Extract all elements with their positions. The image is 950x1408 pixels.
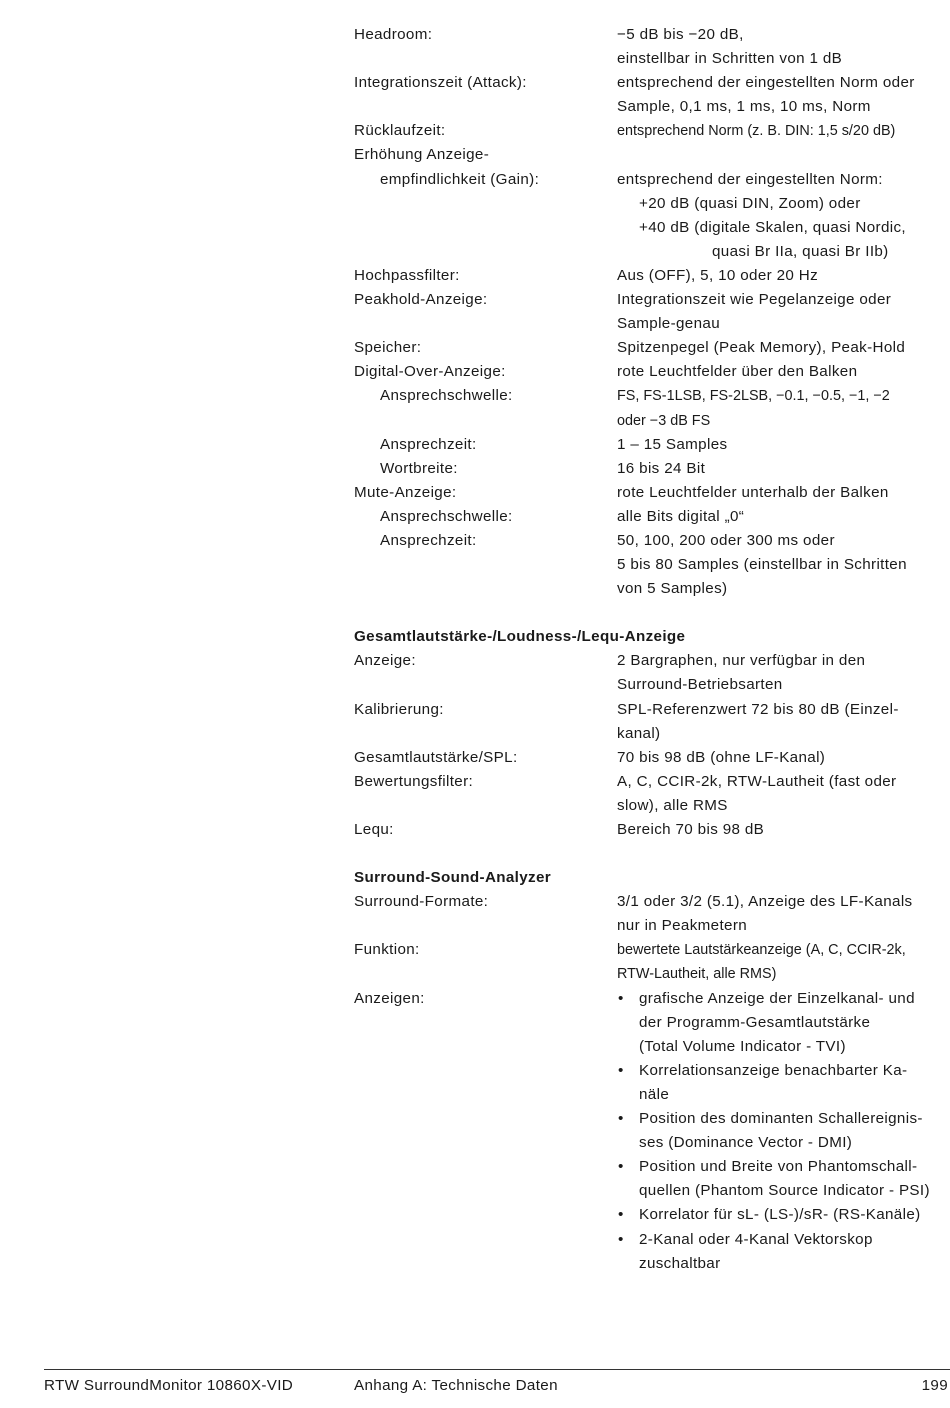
- spec-row: [354, 649, 950, 697]
- spec-row: [354, 264, 950, 288]
- spec-row: [354, 433, 950, 457]
- bullet-line: Korrelationsanzeige benachbarter Ka-: [639, 1061, 908, 1079]
- spec-value: [617, 119, 950, 143]
- spec-value-line: bewertete Lautstärkeanzeige (A, C, CCIR-2k,: [617, 942, 906, 959]
- bullet-line: Korrelator für sL- (LS-)/sR- (RS-Kanäle): [639, 1206, 921, 1224]
- spec-value: [617, 384, 950, 432]
- spec-value: [617, 987, 950, 1276]
- spec-row: [354, 288, 950, 336]
- spec-label: Anzeige:: [354, 652, 416, 670]
- spec-value-line: Sample, 0,1 ms, 1 ms, 10 ms, Norm: [617, 98, 871, 116]
- bullet-item: [617, 1059, 950, 1107]
- spec-value-line: slow), alle RMS: [617, 796, 728, 814]
- spec-label: Erhöhung Anzeige-: [354, 146, 490, 164]
- spec-label: Ansprechzeit:: [380, 531, 477, 549]
- spec-value: [617, 143, 950, 167]
- spec-value-line: von 5 Samples): [617, 580, 728, 598]
- spec-value: [617, 698, 950, 746]
- spec-label: Peakhold-Anzeige:: [354, 291, 488, 309]
- spec-value: [617, 360, 950, 384]
- spec-value-line: entsprechend der eingestellten Norm oder: [617, 74, 915, 92]
- spec-value-line: +40 dB (digitale Skalen, quasi Nordic,: [639, 218, 906, 236]
- spec-label: Digital-Over-Anzeige:: [354, 363, 506, 381]
- spec-row: [354, 529, 950, 601]
- spec-row: [354, 119, 950, 143]
- spec-value-line: 16 bis 24 Bit: [617, 459, 706, 477]
- bullet-icon: •: [618, 1158, 624, 1176]
- spec-value-line: rote Leuchtfelder über den Balken: [617, 363, 858, 381]
- spec-value-line: kanal): [617, 724, 661, 742]
- spec-row: [354, 770, 950, 818]
- spec-label: Kalibrierung:: [354, 700, 444, 718]
- spec-row: [354, 23, 950, 71]
- spec-value: [617, 288, 950, 336]
- spec-table-loudness: [354, 649, 950, 842]
- spec-value: [617, 529, 950, 601]
- spec-row: [354, 698, 950, 746]
- spec-value-line: Aus (OFF), 5, 10 oder 20 Hz: [617, 266, 819, 284]
- spec-label: Integrationszeit (Attack):: [354, 74, 527, 92]
- bullet-line: der Programm-Gesamtlautstärke: [639, 1013, 871, 1031]
- spec-label: Ansprechschwelle:: [380, 507, 513, 525]
- bullet-line: näle: [639, 1085, 670, 1103]
- spec-value-line: RTW-Lautheit, alle RMS): [617, 966, 777, 983]
- spec-row: [354, 384, 950, 432]
- spec-row: [354, 336, 950, 360]
- bullet-line: ses (Dominance Vector - DMI): [639, 1134, 853, 1152]
- spec-value-line: FS, FS-1LSB, FS-2LSB, −0.1, −0.5, −1, −2: [617, 388, 890, 405]
- spec-row: [354, 746, 950, 770]
- spec-value-line: entsprechend der eingestellten Norm:: [617, 170, 883, 188]
- footer-chapter: Anhang A: Technische Daten: [354, 1377, 558, 1394]
- spec-label: Lequ:: [354, 821, 394, 838]
- footer-product: RTW SurroundMonitor 10860X-VID: [44, 1377, 294, 1394]
- spec-row: [354, 938, 950, 986]
- spec-value-line: −5 dB bis −20 dB,: [617, 26, 744, 43]
- bullet-line: 2-Kanal oder 4-Kanal Vektorskop: [639, 1230, 873, 1248]
- section-heading-surround-analyzer: Surround-Sound-Analyzer: [354, 869, 552, 887]
- spec-label: Hochpassfilter:: [354, 266, 460, 284]
- spec-label: Surround-Formate:: [354, 893, 489, 911]
- spec-value-line: SPL-Referenzwert 72 bis 80 dB (Einzel-: [617, 700, 899, 718]
- bullet-item: [617, 1228, 950, 1276]
- spec-value: [617, 890, 950, 938]
- spec-label: Funktion:: [354, 941, 420, 959]
- spec-value-line: A, C, CCIR-2k, RTW-Lautheit (fast oder: [617, 772, 897, 790]
- bullet-line: (Total Volume Indicator - TVI): [639, 1037, 846, 1055]
- spec-value: [617, 505, 950, 529]
- spec-value: [617, 746, 950, 770]
- spec-value: [617, 818, 950, 842]
- bullet-item: [617, 1203, 950, 1227]
- bullet-icon: •: [618, 1061, 624, 1079]
- spec-value-line: Surround-Betriebsarten: [617, 676, 783, 694]
- spec-value-line: Integrationszeit wie Pegelanzeige oder: [617, 291, 892, 309]
- spec-value: [617, 264, 950, 288]
- spec-row-anzeigen: [354, 987, 950, 1276]
- spec-value-line: oder −3 dB FS: [617, 412, 711, 429]
- spec-value: [617, 649, 950, 697]
- spec-value: [617, 433, 950, 457]
- spec-row: [354, 457, 950, 481]
- spec-row: [354, 168, 950, 264]
- spec-value-line: 1 – 15 Samples: [617, 435, 728, 453]
- spec-label: Mute-Anzeige:: [354, 483, 457, 501]
- spec-value: [617, 770, 950, 818]
- bullet-item: [617, 1107, 950, 1155]
- footer-rule: [44, 1369, 950, 1370]
- bullet-line: zuschaltbar: [639, 1254, 721, 1272]
- spec-value: [617, 481, 950, 505]
- bullet-icon: •: [618, 1110, 624, 1128]
- spec-value-line: 50, 100, 200 oder 300 ms oder: [617, 531, 835, 549]
- spec-label: Wortbreite:: [380, 459, 458, 477]
- spec-row: [354, 505, 950, 529]
- spec-value-line: +20 dB (quasi DIN, Zoom) oder: [639, 194, 861, 212]
- spec-label: Bewertungsfilter:: [354, 772, 474, 790]
- bullet-line: quellen (Phantom Source Indicator - PSI): [639, 1182, 930, 1200]
- spec-value-line: quasi Br IIa, quasi Br IIb): [712, 242, 889, 260]
- spec-row: [354, 143, 950, 167]
- spec-row: [354, 890, 950, 938]
- spec-label: Speicher:: [354, 339, 422, 357]
- spec-row: [354, 71, 950, 119]
- spec-label: Ansprechschwelle:: [380, 387, 513, 405]
- spec-label: Rücklaufzeit:: [354, 122, 446, 140]
- spec-value: [617, 23, 950, 71]
- spec-label: Anzeigen:: [354, 989, 425, 1007]
- footer-page-number: 199: [921, 1377, 948, 1394]
- spec-row: [354, 360, 950, 384]
- spec-content: [354, 23, 950, 1276]
- spec-value-line: rote Leuchtfelder unterhalb der Balken: [617, 483, 889, 501]
- spec-label: empfindlichkeit (Gain):: [380, 170, 540, 188]
- spec-row: [354, 818, 950, 842]
- section-heading-loudness: Gesamtlautstärke-/Loudness-/Lequ-Anzeige: [354, 628, 686, 646]
- spec-value-line: Bereich 70 bis 98 dB: [617, 821, 765, 838]
- bullet-line: Position des dominanten Schallereignis-: [639, 1110, 923, 1128]
- spec-value-line: 3/1 oder 3/2 (5.1), Anzeige des LF-Kanals: [617, 893, 913, 911]
- bullet-icon: •: [618, 989, 624, 1007]
- spec-value-line: 5 bis 80 Samples (einstellbar in Schritten: [617, 556, 907, 574]
- spec-value-line: 2 Bargraphen, nur verfügbar in den: [617, 652, 866, 670]
- bullet-line: Position und Breite von Phantomschall-: [639, 1158, 918, 1176]
- spec-label: Ansprechzeit:: [380, 435, 477, 453]
- spec-value-line: entsprechend Norm (z. B. DIN: 1,5 s/20 dB): [617, 123, 896, 140]
- bullet-list: [617, 987, 950, 1276]
- bullet-icon: •: [618, 1230, 624, 1248]
- spec-value: [617, 168, 950, 264]
- spec-table-surround-analyzer: [354, 890, 950, 986]
- spec-value: [617, 71, 950, 119]
- spec-label: Gesamtlautstärke/SPL:: [354, 748, 518, 766]
- bullet-icon: •: [618, 1206, 624, 1224]
- spec-row: [354, 481, 950, 505]
- spec-table-level-meter: [354, 23, 950, 601]
- spec-value: [617, 457, 950, 481]
- spec-value-line: alle Bits digital „0“: [617, 507, 745, 525]
- spec-label: Headroom:: [354, 26, 433, 43]
- spec-value: [617, 938, 950, 986]
- spec-value-line: einstellbar in Schritten von 1 dB: [617, 50, 843, 68]
- bullet-item: [617, 1155, 950, 1203]
- spec-value-line: Sample-genau: [617, 315, 720, 333]
- spec-value-line: 70 bis 98 dB (ohne LF-Kanal): [617, 748, 826, 766]
- bullet-item: [617, 987, 950, 1059]
- bullet-line: grafische Anzeige der Einzelkanal- und: [639, 989, 915, 1007]
- spec-value: [617, 336, 950, 360]
- spec-value-line: Spitzenpegel (Peak Memory), Peak-Hold: [617, 339, 906, 357]
- spec-value-line: nur in Peakmetern: [617, 917, 748, 935]
